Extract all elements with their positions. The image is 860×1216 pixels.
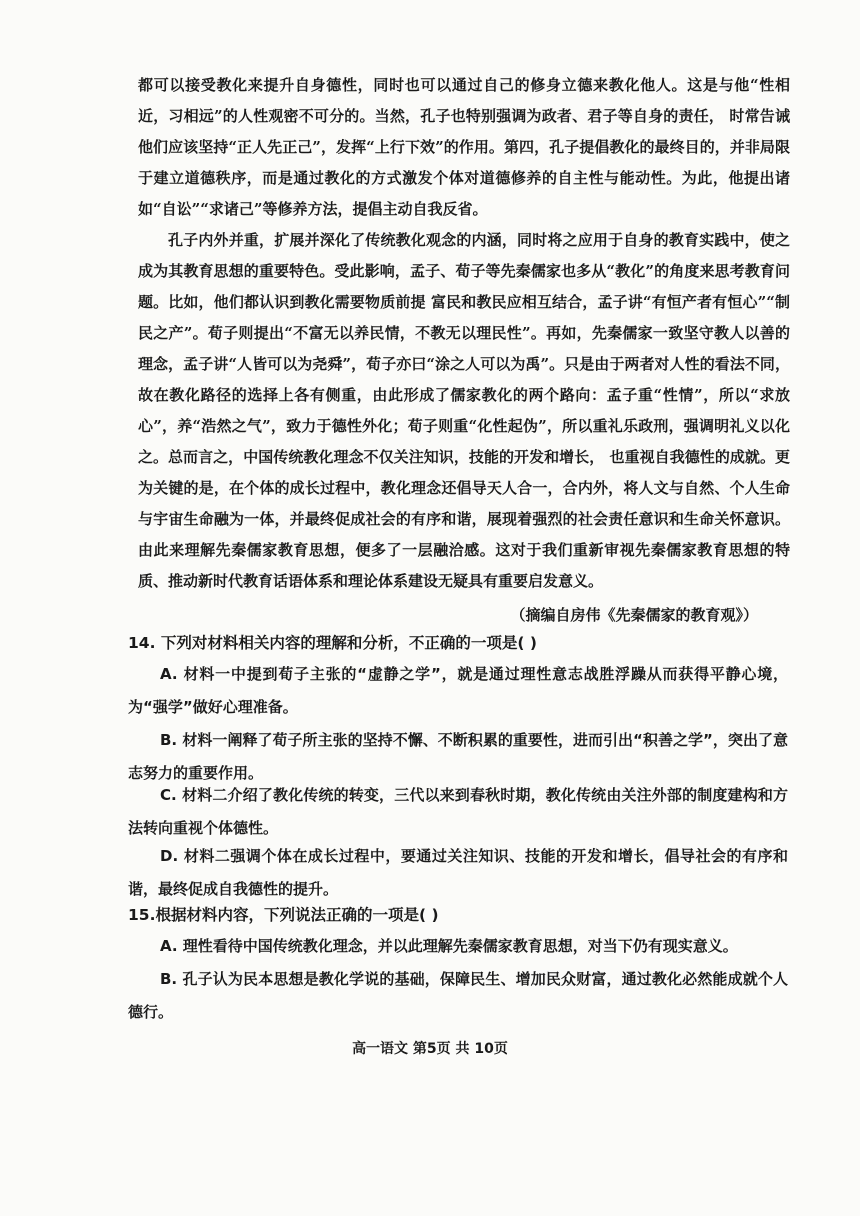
passage-paragraph-1: 都可以接受教化来提升自身德性，同时也可以通过自己的修身立德来教化他人。这是与他“性相近，习相远”的人性观密不可分的。当然，孔子也特别强调为政者、君子等自身的责任， 时常告诫他们应该坚持“正人先正己”，发挥“上行下效”的作用。第四，孔子提倡教化的最终目的，并非局限于建立道德秩序，而是通过教化的方式激发个体对道德修养的自主性与能动性。为此，他提出诸如“自讼”“求诸己”等修养方法，提倡主动自我反省。 bbox=[138, 76, 790, 218]
page-footer: 高一语文 第5页 共 10页 bbox=[352, 1041, 508, 1057]
passage-paragraph-3: 总而言之，中国传统教化理念不仅关注知识，技能的开发和增长， 也重视自我德性的成就。更为关键的是，在个体的成长过程中，教化理念还倡导天人合一，合内外，将人文与自然、个人生命与宇宙生命融为一体，并最终促成社会的有序和谐，展现着强烈的社会责任意识和生命关怀意识。由此来理解先秦儒家教育思想，便多了一层融洽感。这对于我们重新审视先秦儒家教育思想的特质、推动新时代教育话语体系和理论体系建设无疑具有重要启发意义。 bbox=[138, 448, 790, 590]
question-15-title: 15.根据材料内容，下列说法正确的一项是( ) bbox=[128, 906, 439, 924]
question-14-option-d: D. 材料二强调个体在成长过程中，要通过关注知识、技能的开发和增长，倡导社会的有序和谐，最终促成自我德性的提升。 bbox=[128, 847, 788, 898]
question-15-option-b: B. 孔子认为民本思想是教化学说的基础，保障民生、增加民众财富，通过教化必然能成就个人德行。 bbox=[128, 970, 788, 1021]
question-14-option-c: C. 材料二介绍了教化传统的转变，三代以来到春秋时期，教化传统由关注外部的制度建构和方法转向重视个体德性。 bbox=[128, 786, 788, 837]
question-14-title: 14. 下列对材料相关内容的理解和分析，不正确的一项是( ) bbox=[128, 634, 537, 652]
question-15-option-a: A. 理性看待中国传统教化理念，并以此理解先秦儒家教育思想，对当下仍有现实意义。 bbox=[160, 937, 738, 955]
passage-source: （摘编自房伟《先秦儒家的教育观》） bbox=[510, 606, 758, 624]
question-14-option-a: A. 材料一中提到荀子主张的“虚静之学”，就是通过理性意志战胜浮躁从而获得平静心境，为“强学”做好心理准备。 bbox=[128, 665, 788, 716]
question-14-option-b: B. 材料一阐释了荀子所主张的坚持不懈、不断积累的重要性，进而引出“积善之学”，突出了意志努力的重要作用。 bbox=[128, 731, 788, 782]
passage-paragraph-2: 孔子内外并重，扩展并深化了传统教化观念的内涵，同时将之应用于自身的教育实践中，使之成为其教育思想的重要特色。受此影响，孟子、荀子等先秦儒家也多从“教化”的角度来思考教育问题。比如，他们都认识到教化需要物质前提 富民和教民应相互结合，孟子讲“有恒产者有恒心”“制民之产”。荀子则提出“不富无以养民情，不教无以理民性”。再如，先秦儒家一致坚守教人以善的理念，孟子讲“人皆可以为尧舜”，荀子亦曰“涂之人可以为禹”。只是由于两者对人性的看法不同，故在教化路径的选择上各有侧重，由此形成了儒家教化的两个路向：孟子重“性情”，所以“求放心”，养“浩然之气”，致力于德性外化；荀子则重“化性起伪”，所以重礼乐政刑，强调明礼义以化之。 bbox=[138, 231, 790, 466]
